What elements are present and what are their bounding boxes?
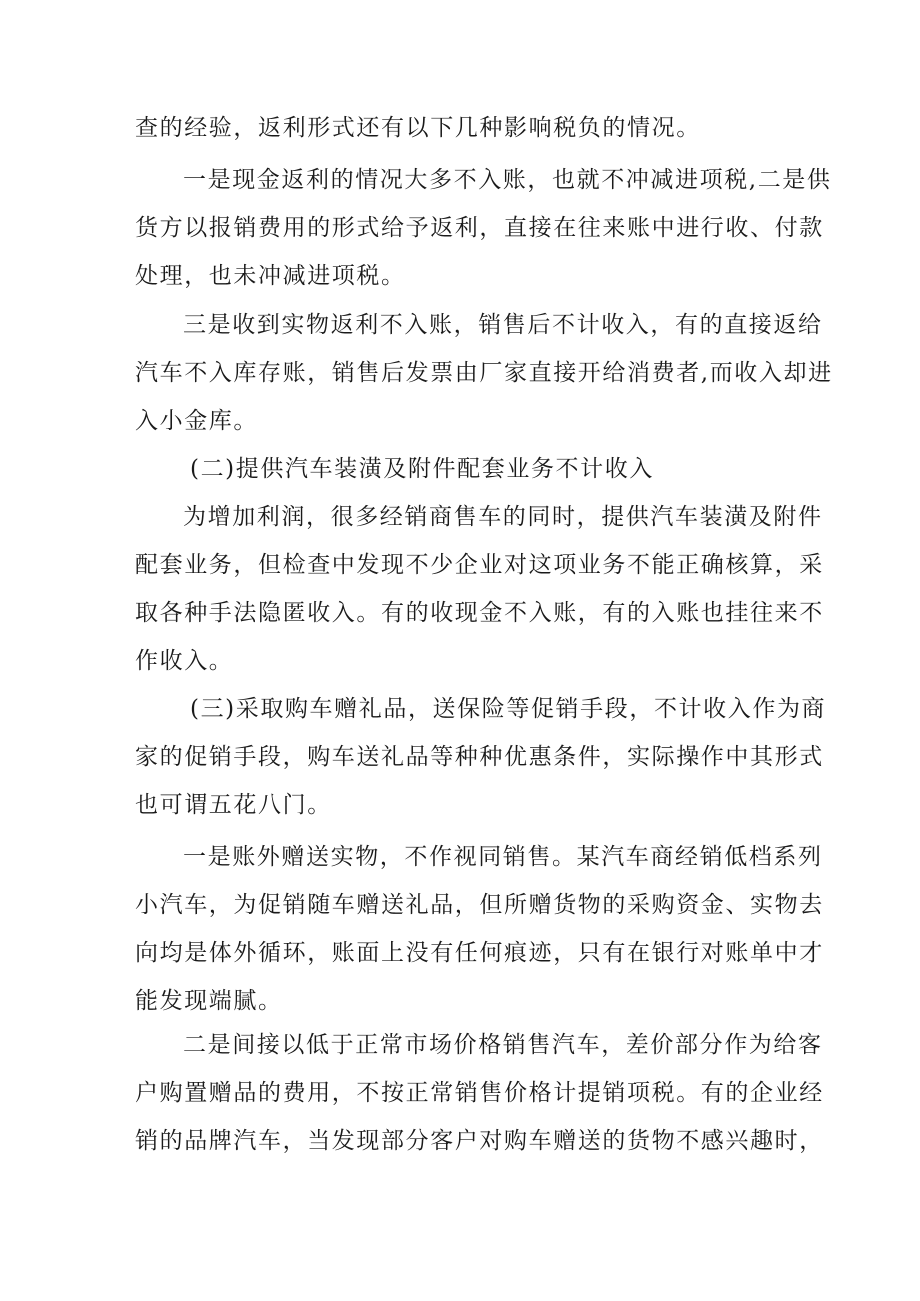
paragraph-line: 一是账外赠送实物，不作视同销售。某汽车商经销低档系列	[183, 844, 823, 870]
paragraph-line: 配套业务，但检查中发现不少企业对这项业务不能正确核算，采	[135, 552, 824, 578]
paragraph-line: 汽车不入库存账，销售后发票由厂家直接开给消费者,而收入却进	[135, 360, 833, 386]
paragraph-line: 向均是体外循环，账面上没有任何痕迹，只有在银行对账单中才	[135, 940, 824, 966]
paragraph-line: 货方以报销费用的形式给予返利，直接在往来账中进行收、付款	[135, 215, 824, 241]
paragraph-line: 也可谓五花八门。	[135, 792, 332, 818]
paragraph-line: 入小金库。	[135, 408, 258, 434]
paragraph-line: 二是间接以低于正常市场价格销售汽车，差价部分作为给客	[183, 1032, 823, 1058]
paragraph-line: 处理，也未冲减进项税。	[135, 263, 406, 289]
paragraph-line: 取各种手法隐匿收入。有的收现金不入账，有的入账也挂往来不	[135, 600, 824, 626]
paragraph-line: 一是现金返利的情况大多不入账，也就不冲减进项税,二是供	[183, 167, 832, 193]
paragraph-line: 销的品牌汽车，当发现部分客户对购车赠送的货物不感兴趣时，	[135, 1128, 824, 1154]
paragraph-line: 户购置赠品的费用，不按正常销售价格计提销项税。有的企业经	[135, 1080, 824, 1106]
paragraph-line: 小汽车，为促销随车赠送礼品，但所赠货物的采购资金、实物去	[135, 892, 824, 918]
paragraph-line: 查的经验，返利形式还有以下几种影响税负的情况。	[135, 115, 701, 141]
section-heading: (二)提供汽车装潢及附件配套业务不计收入	[190, 456, 654, 482]
paragraph-line: 家的促销手段，购车送礼品等种种优惠条件，实际操作中其形式	[135, 744, 824, 770]
section-heading: (三)采取购车赠礼品，送保险等促销手段，不计收入作为商	[190, 696, 827, 722]
paragraph-line: 作收入。	[135, 648, 234, 674]
paragraph-line: 能发现端腻。	[135, 988, 283, 1014]
paragraph-line: 为增加利润，很多经销商售车的同时，提供汽车装潢及附件	[183, 504, 823, 530]
paragraph-line: 三是收到实物返利不入账，销售后不计收入，有的直接返给	[183, 312, 823, 338]
